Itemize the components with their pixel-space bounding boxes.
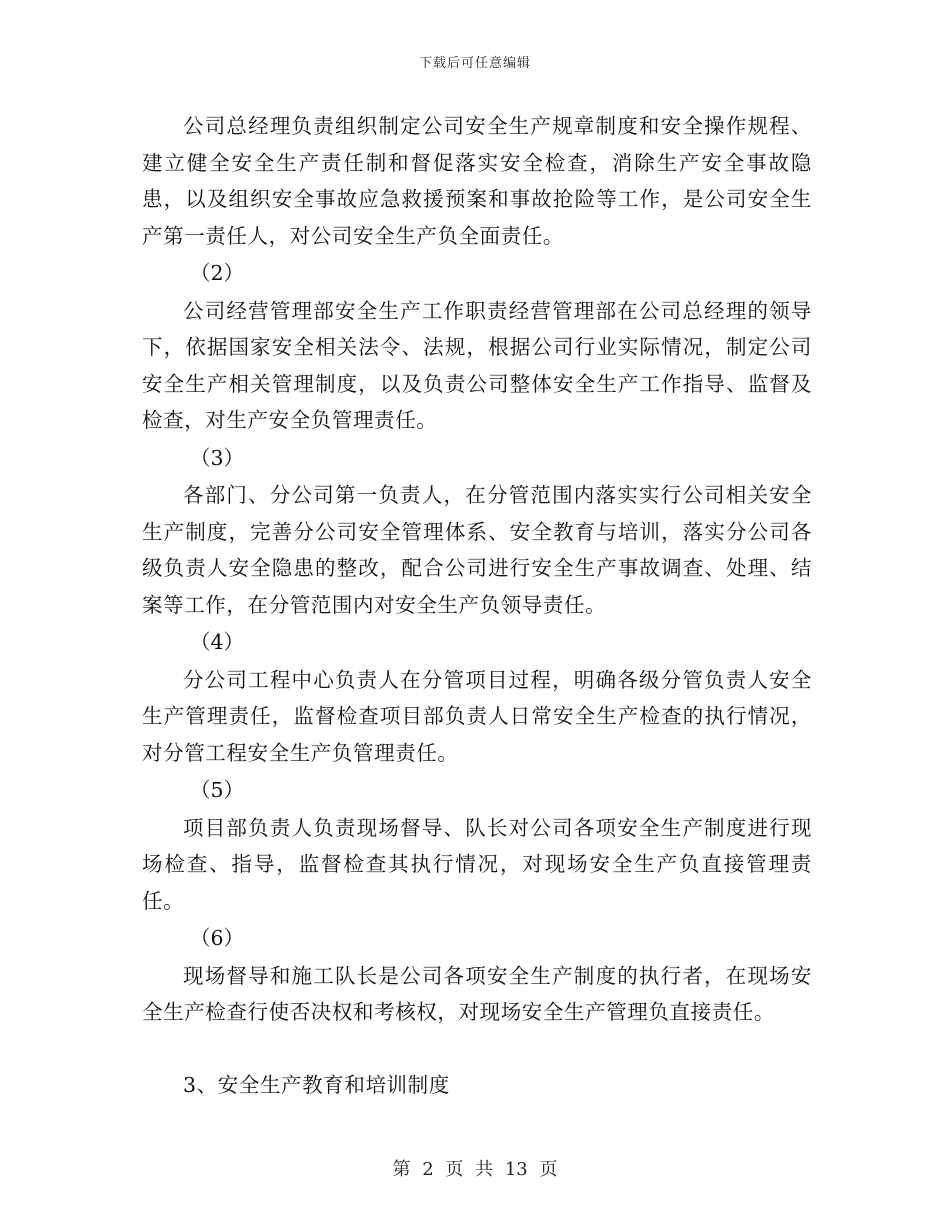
item-number-6: （6） [190,926,245,950]
paragraph-management-dept: 公司经营管理部安全生产工作职责经营管理部在公司总经理的领导下，依据国家安全相关法令、法规，根据公司行业实际情况，制定公司安全生产相关管理制度，以及负责公司整体安全生产工作指导、监督及检查，对生产安全负管理责任。 [142,298,812,432]
paragraph-engineering-center: 分公司工程中心负责人在分管项目过程，明确各级分管负责人安全生产管理责任，监督检查项目部负责人日常安全生产检查的执行情况，对分管工程安全生产负管理责任。 [142,667,812,765]
paragraph-department-heads: 各部门、分公司第一负责人，在分管范围内落实实行公司相关安全生产制度，完善分公司安全管理体系、安全教育与培训，落实分公司各级负责人安全隐患的整改，配合公司进行安全生产事故调查、处理、结案等工作，在分管范围内对安全生产负领导责任。 [142,483,812,617]
item-number-2: （2） [190,261,245,285]
item-number-5: （5） [190,778,245,802]
document-body [142,108,812,1124]
page-header: 下载后可任意编辑 [418,56,531,71]
section-heading-training: 3、安全生产教育和培训制度 [183,1072,450,1097]
paragraph-general-manager: 公司总经理负责组织制定公司安全生产规章制度和安全操作规程、建立健全安全生产责任制和督促落实安全检查，消除生产安全事故隐患，以及组织安全事故应急救援预案和事故抢险等工作，是公司安全生产第一责任人，对公司安全生产负全面责任。 [142,114,812,248]
page-number-footer: 第 2 页 共 13 页 [392,1159,558,1180]
paragraph-project-dept: 项目部负责人负责现场督导、队长对公司各项安全生产制度进行现场检查、指导，监督检查其执行情况，对现场安全生产负直接管理责任。 [142,815,812,913]
item-number-3: （3） [190,445,245,470]
item-number-4: （4） [190,630,245,654]
paragraph-site-supervisor: 现场督导和施工队长是公司各项安全生产制度的执行者，在现场安全生产检查行使否决权和考核权，对现场安全生产管理负直接责任。 [142,963,812,1024]
